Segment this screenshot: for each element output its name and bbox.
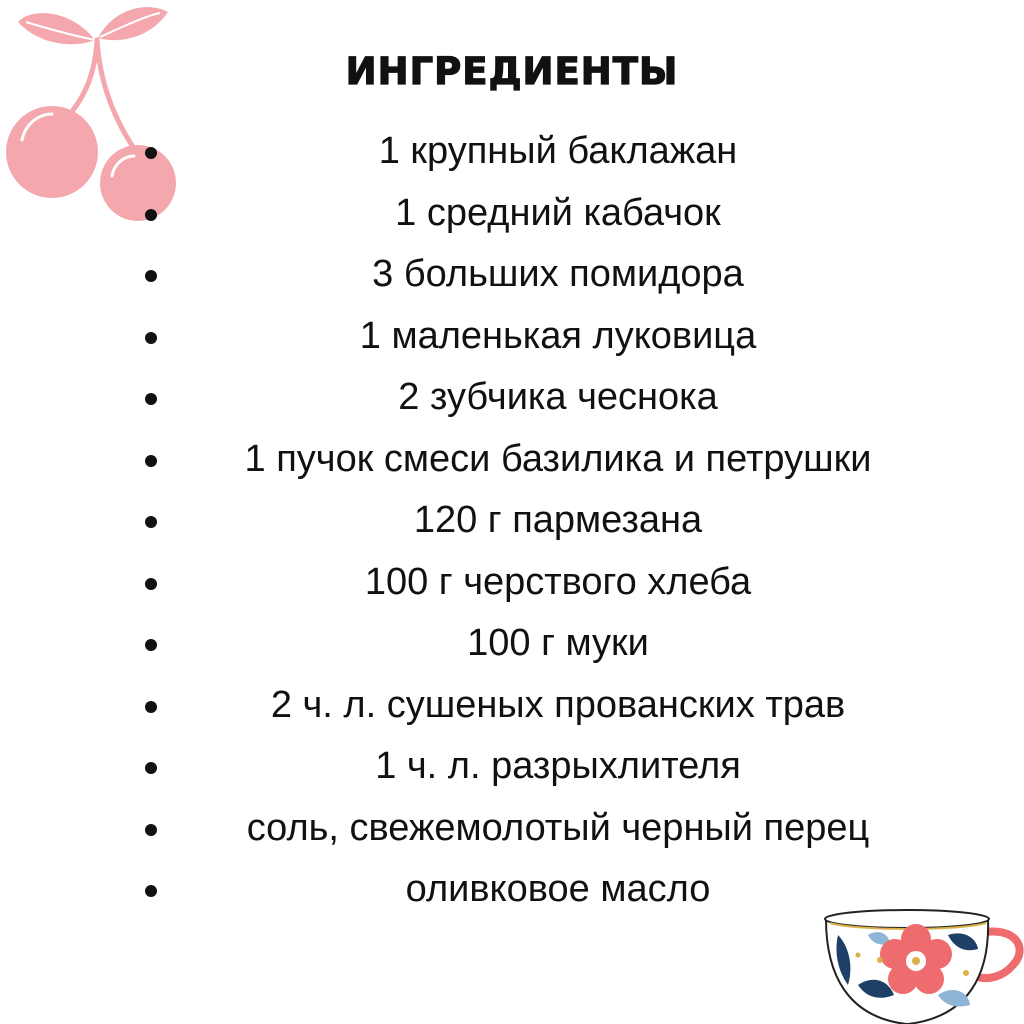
ingredient-text: 100 г муки [467, 622, 649, 664]
ingredient-text: 100 г черствого хлеба [364, 560, 752, 603]
list-item [130, 798, 950, 860]
bullet-icon [145, 147, 157, 159]
page-title: ИНГРЕДИЕНТЫ [345, 49, 679, 93]
list-item [130, 121, 950, 183]
bullet-icon [145, 393, 157, 405]
bullet-icon [145, 701, 157, 713]
list-item [130, 367, 950, 429]
bullet-icon [145, 516, 157, 528]
ingredient-text: 1 крупный баклажан [378, 130, 738, 172]
ingredient-text: 1 маленькая луковица [359, 314, 757, 357]
ingredient-list [130, 121, 950, 921]
list-item [130, 613, 950, 675]
teacup-icon [818, 905, 1024, 1024]
list-item [130, 552, 950, 614]
bullet-icon [145, 332, 157, 344]
list-item [130, 429, 950, 491]
bullet-icon [145, 455, 157, 467]
bullet-icon [145, 270, 157, 282]
list-item [130, 675, 950, 737]
bullet-icon [145, 824, 157, 836]
list-item [130, 244, 950, 306]
ingredient-text: 2 зубчика чеснока [398, 376, 718, 418]
ingredient-text: 1 пучок смеси базилика и петрушки [244, 437, 872, 480]
ingredient-text: 1 средний кабачок [395, 191, 721, 234]
list-item [130, 859, 950, 921]
list-item [130, 490, 950, 552]
ingredient-text: 3 больших помидора [372, 253, 744, 295]
ingredient-text: оливковое масло [405, 868, 711, 910]
ingredient-text: 2 ч. л. сушеных прованских трав [270, 683, 846, 726]
bullet-icon [145, 209, 157, 221]
bullet-icon [145, 578, 157, 590]
bullet-icon [145, 639, 157, 651]
ingredient-text: 1 ч. л. разрыхлителя [375, 745, 741, 787]
bullet-icon [145, 885, 157, 897]
list-item [130, 183, 950, 245]
list-item [130, 736, 950, 798]
ingredient-text: соль, свежемолотый черный перец [246, 806, 870, 849]
bullet-icon [145, 762, 157, 774]
list-item [130, 306, 950, 368]
ingredient-text: 120 г пармезана [413, 499, 703, 541]
